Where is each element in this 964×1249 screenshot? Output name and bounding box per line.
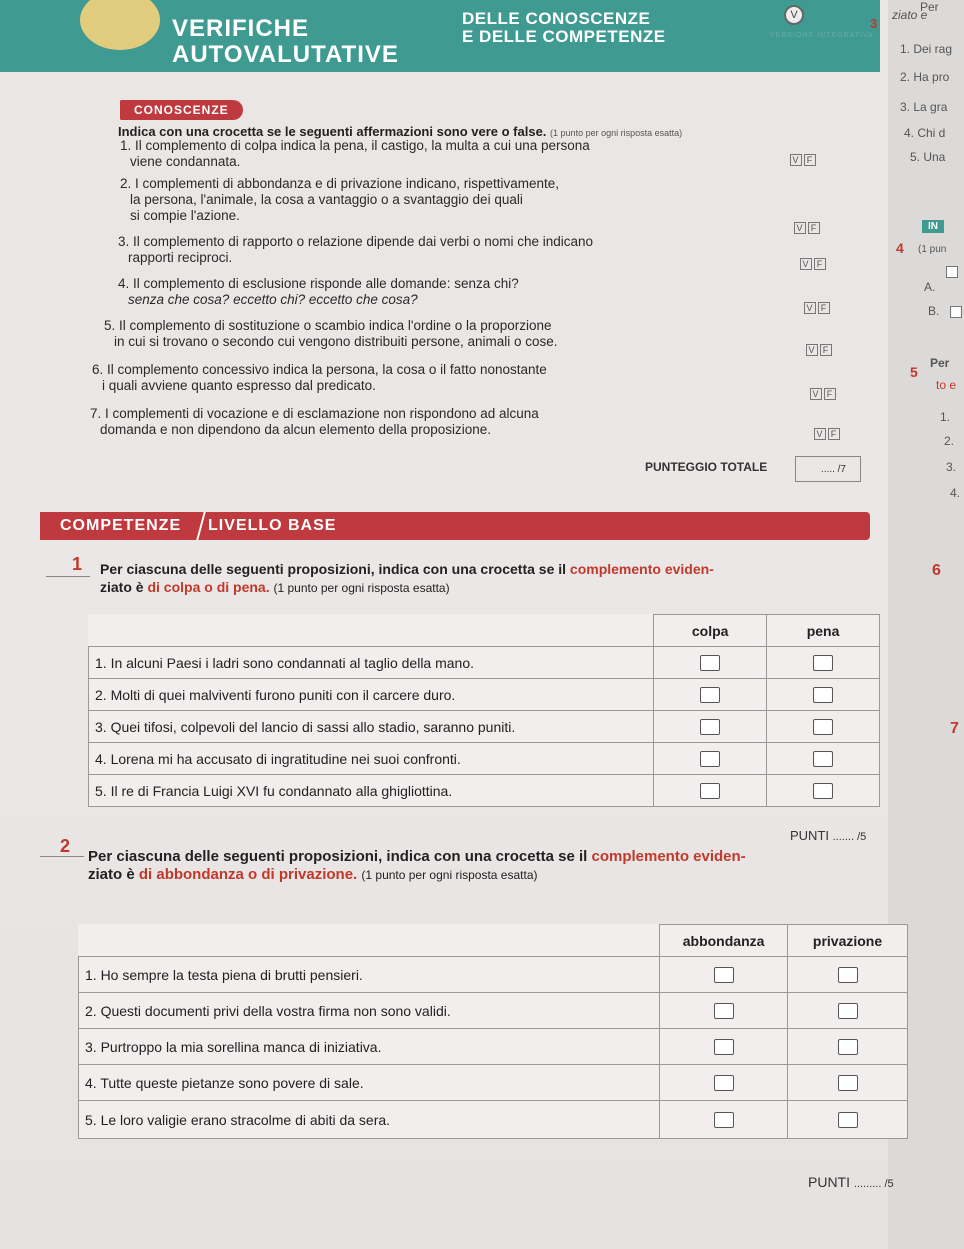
table-header-row <box>79 925 908 957</box>
margin-num-6: 6 <box>932 562 941 579</box>
margin-num-7: 7 <box>950 720 959 737</box>
margin-note: (1 pun <box>918 244 947 255</box>
exercise-1-number: 1 <box>72 554 83 574</box>
true-false-item: 7. I complementi di vocazione e di esclamazione non rispondono ad alcuna domanda e non dipendono da alcun elemento della proposizione. <box>90 406 539 437</box>
true-false-item: 5. Il complemento di sostituzione o scambio indica l'ordine o la proporzione in cui si trovano o secondo cui vengono distribuiti persone, animali o cose. <box>104 318 558 349</box>
table-row <box>89 775 880 807</box>
table-header-row <box>89 615 880 647</box>
exercise-line <box>46 576 90 577</box>
checkbox[interactable] <box>838 1003 858 1019</box>
checkbox[interactable] <box>838 967 858 983</box>
margin-word: to e <box>936 378 957 392</box>
version-badge-icon: V <box>784 5 804 25</box>
sentence-cell: 5. Il re di Francia Luigi XVI fu condannato alla ghigliottina. <box>89 775 654 807</box>
column-header-pena: pena <box>767 615 880 647</box>
true-false-item: 3. Il complemento di rapporto o relazione dipende dai verbi o nomi che indicano rapporti reciproci. <box>118 234 594 265</box>
checkbox[interactable] <box>700 719 720 735</box>
margin-word: ziato e <box>892 8 928 22</box>
true-false-toggle[interactable]: V F <box>806 344 834 356</box>
sentence-cell: 2. Questi documenti privi della vostra firma non sono validi. <box>79 993 660 1029</box>
table-row <box>79 1065 908 1101</box>
margin-word: Per <box>930 356 950 370</box>
sentence-cell: 3. Quei tifosi, colpevoli del lancio di sassi allo stadio, saranno puniti. <box>89 711 654 743</box>
instruction-text: Indica con una crocetta se le seguenti affermazioni sono vere o false. <box>118 124 547 139</box>
margin-item: 3. La gra <box>900 100 948 114</box>
checkbox[interactable] <box>813 783 833 799</box>
title-line-2: AUTOVALUTATIVE <box>172 41 399 68</box>
conoscenze-instruction <box>118 124 682 139</box>
table-row <box>89 743 880 775</box>
true-false-toggle[interactable]: V F <box>790 154 818 166</box>
checkbox[interactable] <box>700 751 720 767</box>
checkbox[interactable] <box>714 967 734 983</box>
margin-num-4: 4 <box>896 240 904 256</box>
true-false-toggle[interactable]: V F <box>814 428 842 440</box>
table-row <box>89 711 880 743</box>
table-row <box>79 993 908 1029</box>
checkbox[interactable] <box>714 1075 734 1091</box>
table-row <box>79 957 908 993</box>
sentence-cell: 2. Molti di quei malviventi furono puniti con il carcere duro. <box>89 679 654 711</box>
table-row <box>89 679 880 711</box>
section-tag-competenze: COMPETENZE <box>60 517 182 534</box>
column-header-abbondanza: abbondanza <box>660 925 788 957</box>
checkbox[interactable] <box>700 783 720 799</box>
column-header-colpa: colpa <box>654 615 767 647</box>
exercise-2-score: PUNTI ......... /5 <box>808 1174 894 1190</box>
true-false-toggle[interactable]: V F <box>810 388 838 400</box>
checkbox[interactable] <box>714 1039 734 1055</box>
header-title <box>172 16 399 68</box>
exercise-1-instruction: Per ciascuna delle seguenti proposizioni, indica con una crocetta se il complemento eviden- ziato è di colpa o di pena. (1 punto per ogni risposta esatta) <box>100 561 714 595</box>
margin-item: 2. Ha pro <box>900 70 950 84</box>
column-header-privazione: privazione <box>788 925 908 957</box>
exercise-1-score: PUNTI ....... /5 <box>790 828 867 843</box>
margin-checkbox <box>946 266 958 278</box>
sentence-cell: 5. Le loro valigie erano stracolme di abiti da sera. <box>79 1101 660 1139</box>
true-false-item: 4. Il complemento di esclusione risponde alle domande: senza chi? senza che cosa? eccetto chi? eccetto che cosa? <box>118 276 519 307</box>
table-row <box>79 1101 908 1139</box>
sentence-cell: 3. Purtroppo la mia sorellina manca di iniziativa. <box>79 1029 660 1065</box>
margin-tag: IN <box>922 220 944 233</box>
section-tag-conoscenze: CONOSCENZE <box>120 100 243 120</box>
checkbox[interactable] <box>813 687 833 703</box>
checkbox[interactable] <box>700 687 720 703</box>
checkbox[interactable] <box>714 1112 734 1128</box>
exercise-2-number: 2 <box>60 836 71 856</box>
true-false-toggle[interactable]: V F <box>794 222 822 234</box>
margin-option: A. <box>924 280 936 294</box>
table-row <box>79 1029 908 1065</box>
sentence-cell: 1. In alcuni Paesi i ladri sono condannati al taglio della mano. <box>89 647 654 679</box>
margin-word: Per <box>920 0 939 14</box>
checkbox[interactable] <box>838 1039 858 1055</box>
level-label: LIVELLO BASE <box>208 517 337 534</box>
checkbox[interactable] <box>838 1075 858 1091</box>
sentence-cell: 4. Lorena mi ha accusato di ingratitudine nei suoi confronti. <box>89 743 654 775</box>
exercise-2-table <box>78 924 908 1139</box>
true-false-item: 6. Il complemento concessivo indica la persona, la cosa o il fatto nonostante i quali avviene quanto espresso dal predicato. <box>92 362 547 393</box>
margin-item: 3. <box>946 460 957 474</box>
margin-item: 1. Dei rag <box>900 42 953 56</box>
total-score-box[interactable]: ..... /7 <box>795 456 861 482</box>
exercise-1-table <box>88 614 880 807</box>
checkbox[interactable] <box>813 655 833 671</box>
margin-item: 5. Una <box>910 150 946 164</box>
true-false-toggle[interactable]: V F <box>800 258 828 270</box>
exercise-2-instruction: Per ciascuna delle seguenti proposizioni, indica con una crocetta se il complemento eviden- ziato è di abbondanza o di privazione. (1 punto per ogni risposta esatta) <box>88 848 746 883</box>
margin-num-3: 3 <box>870 16 878 31</box>
checkbox[interactable] <box>813 719 833 735</box>
table-row <box>89 647 880 679</box>
subtitle-line-1: DELLE CONOSCENZE <box>462 9 651 28</box>
margin-option: B. <box>928 304 940 318</box>
instruction-note: (1 punto per ogni risposta esatta) <box>550 128 683 138</box>
margin-checkbox <box>950 306 962 318</box>
checkbox[interactable] <box>813 751 833 767</box>
margin-item: 4. Chi d <box>904 126 946 140</box>
sentence-cell: 4. Tutte queste pietanze sono povere di sale. <box>79 1065 660 1101</box>
sentence-cell: 1. Ho sempre la testa piena di brutti pensieri. <box>79 957 660 993</box>
subtitle-line-2: E DELLE COMPETENZE <box>462 27 666 46</box>
margin-num-5: 5 <box>910 364 918 380</box>
margin-item: 4. <box>950 486 961 500</box>
title-line-1: VERIFICHE <box>172 15 310 42</box>
true-false-item: 1. Il complemento di colpa indica la pena, il castigo, la multa a cui una persona viene condannata. <box>120 138 590 169</box>
version-label: VERSIONE INTEGRATIVA <box>770 32 874 39</box>
true-false-item: 2. I complementi di abbondanza e di privazione indicano, rispettivamente, la persona, l'animale, la cosa a vantaggio o a svantaggio dei quali si compie l'azione. <box>120 176 560 223</box>
checkbox[interactable] <box>714 1003 734 1019</box>
header-subtitle <box>462 10 666 46</box>
checkbox[interactable] <box>838 1112 858 1128</box>
true-false-toggle[interactable]: V F <box>804 302 832 314</box>
total-score-label: PUNTEGGIO TOTALE <box>645 460 768 474</box>
margin-item: 1. <box>940 410 951 424</box>
checkbox[interactable] <box>700 655 720 671</box>
margin-item: 2. <box>944 434 955 448</box>
